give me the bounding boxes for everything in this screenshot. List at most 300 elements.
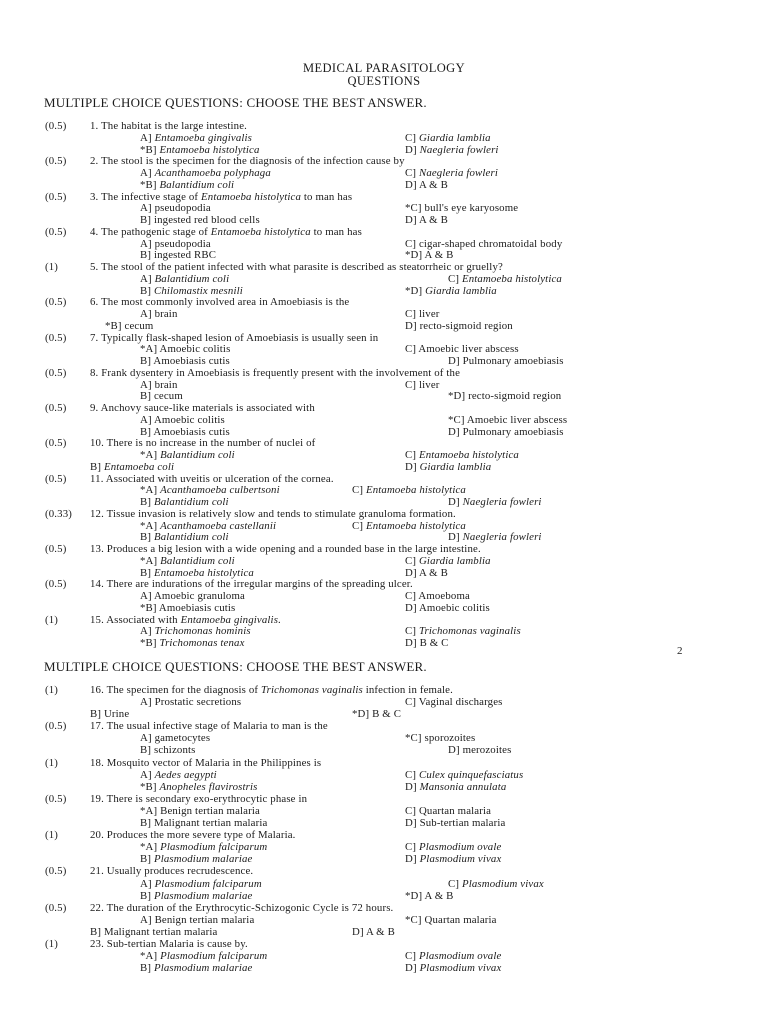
question: [0, 297, 768, 332]
option-label: B]: [140, 249, 152, 262]
option-label: A]: [140, 167, 152, 179]
question-text: 3. The infective stage of Entamoeba histolytica to man has: [90, 190, 353, 203]
option-text: Entamoeba histolytica: [461, 272, 562, 285]
correct-answer-marker-label: *D]: [352, 708, 370, 721]
section-2-questions: [0, 684, 768, 974]
option-label: D]: [405, 460, 417, 473]
option-text: Trichomonas tenax: [159, 637, 245, 649]
option-text: Entamoeba histolytica: [365, 519, 466, 532]
question-points: (0.5): [45, 225, 67, 238]
option-text: Urine: [103, 708, 130, 721]
option-a: [140, 950, 267, 962]
option-b: [140, 744, 196, 756]
option-d: [448, 427, 564, 439]
option-b: [140, 781, 257, 793]
question-text: 9. Anchovy sauce-like materials is associated with: [90, 402, 315, 414]
option-text: merozoites: [462, 744, 512, 757]
question: [0, 720, 768, 756]
option-text: Plasmodium ovale: [418, 950, 502, 963]
option-label: C]: [448, 272, 460, 285]
section-2-header: MULTIPLE CHOICE QUESTIONS: CHOOSE THE BEST ANSWER.: [44, 659, 427, 674]
question-points: (1): [45, 938, 59, 951]
title-line-1: MEDICAL PARASITOLOGY: [302, 61, 466, 75]
question-text: 6. The most commonly involved area in Amoebiasis is the: [90, 296, 350, 309]
option-text: Acanthamoeba polyphaga: [154, 167, 271, 179]
question-points: (1): [45, 684, 59, 696]
question-text: 7. Typically flask-shaped lesion of Amoebiasis is usually seen in: [90, 331, 379, 344]
option-label: A]: [140, 590, 152, 602]
option-label: C]: [405, 378, 417, 391]
option-label: A]: [140, 877, 152, 890]
question: [0, 403, 768, 438]
question-points: (0.5): [45, 296, 67, 309]
question-text: 23. Sub-tertian Malaria is cause by.: [90, 938, 248, 951]
option-text: ingested RBC: [153, 249, 217, 262]
option-text: Entamoeba histolytica: [159, 143, 260, 156]
option-label: A]: [140, 732, 152, 745]
option-a: [140, 878, 262, 890]
option-text: Trichomonas vaginalis: [418, 625, 521, 638]
option-label: B]: [140, 962, 152, 975]
option-d: [352, 926, 395, 938]
option-text: Benign tertian malaria: [154, 913, 255, 926]
option-a: [140, 914, 254, 926]
option-text: Naegleria fowleri: [419, 143, 499, 156]
option-d: [448, 391, 561, 403]
question-text: 18. Mosquito vector of Malaria in the Philippines is: [90, 756, 322, 769]
option-c: [405, 841, 501, 853]
option-text: Acanthamoeba culbertsoni: [160, 484, 280, 497]
option-text: Plasmodium ovale: [418, 841, 502, 854]
option-label: B]: [90, 460, 102, 473]
correct-answer-marker-label: *A]: [140, 484, 158, 497]
correct-answer-marker-label: *A]: [140, 950, 158, 963]
question-text: 4. The pathogenic stage of Entamoeba histolytica to man has: [90, 225, 362, 238]
question-points: (1): [45, 829, 59, 842]
question-points: (1): [45, 756, 59, 769]
option-text: Benign tertian malaria: [160, 804, 260, 817]
option-text: Sub-tertian malaria: [419, 817, 506, 830]
option-label: C]: [405, 625, 417, 638]
option-text: Entamoeba histolytica: [153, 566, 254, 579]
question: [0, 262, 768, 297]
section-1-header: MULTIPLE CHOICE QUESTIONS: CHOOSE THE BEST ANSWER.: [44, 95, 427, 110]
question: [0, 156, 768, 191]
option-d: [405, 781, 506, 793]
option-text: Quartan malaria: [424, 913, 497, 926]
question-points: (1): [45, 613, 59, 626]
correct-answer-marker-label: *A]: [140, 804, 158, 817]
question-text: 19. There is secondary exo-erythrocytic phase in: [90, 792, 308, 805]
correct-answer-marker-label: *D]: [405, 889, 423, 902]
option-c: [405, 950, 501, 962]
option-text: Amoebic colitis: [153, 413, 225, 426]
correct-answer-marker-label: *C]: [405, 202, 422, 215]
option-text: Entamoeba histolytica: [418, 449, 519, 461]
option-label: A]: [140, 131, 152, 144]
question-points: (0.5): [45, 402, 67, 414]
option-text: B & C: [372, 708, 402, 721]
option-text: Malignant tertian malaria: [153, 817, 268, 830]
option-c: [405, 769, 523, 781]
option-label: C]: [352, 484, 364, 497]
question-text: 12. Tissue invasion is relatively slow and tends to stimulate granuloma formation.: [90, 507, 456, 520]
option-text: Aedes aegypti: [154, 768, 217, 781]
option-label: C]: [405, 950, 417, 963]
question: [0, 368, 768, 403]
option-text: ingested red blood cells: [153, 214, 260, 226]
option-text: Plasmodium falciparum: [160, 841, 268, 854]
question-text: 10. There is no increase in the number of nuclei of: [90, 437, 316, 450]
option-b: [90, 708, 129, 720]
option-text: Plasmodium falciparum: [160, 950, 268, 963]
option-label: C]: [405, 696, 417, 709]
question-text: 1. The habitat is the large intestine.: [90, 120, 248, 132]
option-text: recto-sigmoid region: [419, 319, 513, 332]
option-c: [405, 380, 440, 392]
option-text: Pulmonary amoebiasis: [462, 425, 564, 438]
option-label: C]: [405, 343, 417, 356]
option-text: Naegleria fowleri: [418, 167, 498, 179]
question: [0, 227, 768, 262]
option-label: A]: [140, 308, 152, 320]
option-b: [140, 853, 253, 865]
question-points: (0.5): [45, 720, 67, 733]
question-text: 2. The stool is the specimen for the diagnosis of the infection cause by: [90, 155, 405, 168]
question-text: 21. Usually produces recrudescence.: [90, 865, 254, 878]
option-a: [140, 805, 260, 817]
option-text: Plasmodium vivax: [461, 877, 544, 890]
option-label: D]: [405, 637, 417, 649]
option-c: [405, 732, 475, 744]
option-text: pseudopodia: [154, 202, 211, 215]
option-label: A]: [140, 625, 152, 638]
option-c: [405, 696, 503, 708]
option-label: B]: [140, 214, 152, 226]
option-text: pseudopodia: [154, 237, 211, 250]
option-b: [90, 926, 217, 938]
option-text: liver: [418, 378, 440, 391]
option-b: [140, 962, 253, 974]
option-label: C]: [405, 167, 417, 179]
option-text: Amoebic colitis: [418, 601, 490, 614]
option-text: Pulmonary amoebiasis: [462, 355, 564, 367]
question-points: (0.5): [45, 190, 67, 203]
option-label: B]: [90, 925, 102, 938]
option-text: Plasmodium malariae: [153, 853, 253, 866]
option-label: A]: [140, 696, 152, 709]
option-text: schizonts: [153, 744, 196, 757]
option-d: [405, 321, 513, 333]
option-d: [405, 890, 453, 902]
option-label: D]: [405, 817, 417, 830]
option-d: [448, 744, 511, 756]
option-label: C]: [405, 131, 417, 144]
option-text: bull's eye karyosome: [424, 202, 519, 215]
option-label: C]: [405, 449, 417, 461]
question-text: 20. Produces the more severe type of Malaria.: [90, 829, 296, 842]
page-number: 2: [677, 645, 683, 657]
question-text: 14. There are indurations of the irregular margins of the spreading ulcer.: [90, 578, 413, 591]
option-b: [140, 638, 245, 650]
option-label: B]: [140, 531, 152, 544]
option-text: Balantidium coli: [153, 496, 229, 508]
question-points: (0.5): [45, 155, 67, 168]
option-text: Vaginal discharges: [418, 696, 503, 709]
option-label: A]: [140, 378, 152, 391]
question-points: (0.33): [45, 507, 72, 520]
option-d: [448, 497, 542, 509]
option-text: Giardia lamblia: [418, 131, 491, 144]
question-text: 8. Frank dysentery in Amoebiasis is frequently present with the involvement of the: [90, 366, 461, 379]
document-title: [0, 62, 768, 88]
option-d: [405, 853, 501, 865]
correct-answer-marker-label: *D]: [405, 284, 423, 297]
option-text: cecum: [153, 390, 183, 403]
option-text: Plasmodium malariae: [153, 962, 253, 975]
option-label: D]: [405, 601, 417, 614]
option-d: [405, 603, 490, 615]
option-text: cecum: [124, 319, 154, 332]
option-label: C]: [405, 308, 417, 320]
option-label: C]: [405, 554, 417, 567]
option-b: [140, 890, 253, 902]
question: [0, 579, 768, 614]
option-d: [405, 215, 448, 227]
option-label: D]: [405, 566, 417, 579]
correct-answer-marker-label: *B]: [140, 601, 157, 614]
option-text: brain: [154, 378, 178, 391]
option-text: recto-sigmoid region: [468, 390, 562, 403]
title-line-2: QUESTIONS: [347, 74, 421, 88]
option-text: Amoebiasis cutis: [153, 425, 230, 438]
question: [0, 865, 768, 901]
option-text: Naegleria fowleri: [462, 531, 542, 544]
option-b: [140, 817, 267, 829]
option-text: Balantidium coli: [154, 272, 230, 285]
question: [0, 757, 768, 793]
option-label: B]: [140, 566, 152, 579]
option-text: Amoebic liver abscess: [418, 343, 519, 356]
option-label: D]: [405, 319, 417, 332]
option-text: Plasmodium falciparum: [154, 877, 262, 890]
option-label: D]: [352, 925, 364, 938]
option-c: [405, 914, 497, 926]
option-text: Amoebic colitis: [159, 343, 231, 356]
option-text: liver: [418, 308, 440, 320]
option-label: B]: [140, 817, 152, 830]
option-text: Amoebiasis cutis: [153, 355, 230, 367]
option-text: Giardia lamblia: [418, 554, 491, 567]
question-points: (0.5): [45, 366, 67, 379]
option-text: gametocytes: [154, 732, 211, 745]
question: [0, 121, 768, 156]
option-label: B]: [140, 744, 152, 757]
option-text: Mansonia annulata: [419, 780, 507, 793]
option-text: Prostatic secretions: [154, 696, 242, 709]
option-d: [405, 817, 505, 829]
option-label: C]: [405, 841, 417, 854]
option-text: Chilomastix mesnili: [153, 284, 243, 297]
option-c: [448, 878, 544, 890]
option-text: sporozoites: [424, 732, 476, 745]
option-text: Entamoeba gingivalis: [154, 131, 253, 144]
option-label: B]: [140, 889, 152, 902]
option-label: B]: [140, 425, 152, 438]
question: [0, 938, 768, 974]
option-label: A]: [140, 237, 152, 250]
option-label: B]: [140, 284, 152, 297]
option-text: Culex quinquefasciatus: [418, 768, 524, 781]
option-d: [352, 708, 401, 720]
option-label: B]: [140, 853, 152, 866]
option-a: [140, 769, 217, 781]
correct-answer-marker-label: *B]: [140, 143, 157, 156]
option-text: Entamoeba coli: [103, 460, 175, 473]
option-label: D]: [405, 143, 417, 156]
option-d: [448, 356, 564, 368]
correct-answer-marker-label: *C]: [448, 413, 465, 426]
correct-answer-marker-label: *B]: [105, 319, 122, 332]
question-points: (0.5): [45, 865, 67, 878]
option-text: Quartan malaria: [418, 804, 492, 817]
question-points: (0.5): [45, 120, 67, 132]
option-label: B]: [90, 708, 102, 721]
question: [0, 902, 768, 938]
question: [0, 829, 768, 865]
option-text: Acanthamoeba castellanii: [160, 519, 277, 532]
question-points: (0.5): [45, 578, 67, 591]
question-points: (0.5): [45, 437, 67, 450]
question: [0, 509, 768, 544]
correct-answer-marker-label: *A]: [140, 519, 158, 532]
question: [0, 615, 768, 650]
option-text: B & C: [419, 637, 449, 649]
option-c: [405, 805, 491, 817]
option-label: A]: [140, 913, 152, 926]
option-d: [405, 286, 497, 298]
question-text: 22. The duration of the Erythrocytic-Schizogonic Cycle is 72 hours.: [90, 901, 394, 914]
option-label: A]: [140, 202, 152, 215]
correct-answer-marker-label: *B]: [140, 780, 157, 793]
question-points: (0.5): [45, 472, 67, 485]
option-label: D]: [448, 531, 460, 544]
question-points: (0.5): [45, 543, 67, 555]
correct-answer-marker-label: *A]: [140, 343, 158, 356]
option-label: B]: [140, 390, 152, 403]
option-text: Giardia lamblia: [419, 460, 492, 473]
option-label: D]: [448, 744, 460, 757]
correct-answer-marker-label: *A]: [140, 449, 158, 461]
option-text: Amoebic liver abscess: [466, 413, 568, 426]
question-points: (0.5): [45, 901, 67, 914]
question-text: 11. Associated with uveitis or ulceration of the cornea.: [90, 472, 334, 485]
option-text: A & B: [418, 214, 448, 226]
question: [0, 684, 768, 720]
option-label: D]: [405, 962, 417, 975]
question: [0, 474, 768, 509]
question-points: (0.5): [45, 331, 67, 344]
option-text: Amoebic granuloma: [153, 590, 245, 602]
option-text: Balantidium coli: [160, 554, 235, 567]
option-text: brain: [154, 308, 178, 320]
option-text: Plasmodium vivax: [419, 962, 502, 975]
option-a: [140, 732, 210, 744]
option-text: Plasmodium malariae: [153, 889, 253, 902]
option-label: D]: [448, 355, 460, 367]
option-text: Naegleria fowleri: [462, 496, 542, 508]
option-label: C]: [405, 768, 417, 781]
option-label: A]: [140, 768, 152, 781]
question-points: (1): [45, 261, 59, 273]
option-text: Plasmodium vivax: [419, 853, 502, 866]
correct-answer-marker-label: *D]: [405, 249, 423, 262]
option-label: C]: [405, 590, 417, 602]
option-label: C]: [405, 804, 417, 817]
option-label: D]: [405, 214, 417, 226]
option-text: A & B: [365, 925, 395, 938]
question-text: 16. The specimen for the diagnosis of Trichomonas vaginalis infection in female.: [90, 684, 453, 696]
option-text: Balantidium coli: [159, 178, 235, 191]
question-points: (0.5): [45, 792, 67, 805]
option-text: Malignant tertian malaria: [103, 925, 218, 938]
correct-answer-marker-label: *A]: [140, 554, 158, 567]
option-label: A]: [140, 272, 152, 285]
option-text: Balantidium coli: [160, 449, 235, 461]
option-label: D]: [448, 425, 460, 438]
correct-answer-marker-label: *B]: [140, 178, 157, 191]
option-label: D]: [448, 496, 460, 508]
option-label: B]: [140, 355, 152, 367]
option-text: cigar-shaped chromatoidal body: [418, 237, 563, 250]
option-d: [405, 180, 448, 192]
option-text: Balantidium coli: [153, 531, 229, 544]
section-1-questions: [0, 121, 768, 650]
option-label: D]: [405, 178, 417, 191]
option-text: A & B: [418, 566, 448, 579]
question: [0, 438, 768, 473]
question: [0, 333, 768, 368]
option-text: Amoebiasis cutis: [158, 601, 236, 614]
option-text: Entamoeba histolytica: [365, 484, 466, 497]
correct-answer-marker-label: *A]: [140, 841, 158, 854]
correct-answer-marker-label: *B]: [140, 637, 157, 649]
option-label: D]: [405, 780, 417, 793]
correct-answer-marker-label: *C]: [405, 732, 422, 745]
option-d: [405, 962, 501, 974]
option-text: Giardia lamblia: [425, 284, 497, 297]
option-label: C]: [405, 237, 417, 250]
question: [0, 544, 768, 579]
question-text: 13. Produces a big lesion with a wide opening and a rounded base in the large intestine.: [90, 543, 481, 555]
question-text: 17. The usual infective stage of Malaria to man is the: [90, 720, 328, 733]
option-d: [405, 638, 449, 650]
option-text: Trichomonas hominis: [154, 625, 251, 638]
option-label: B]: [140, 496, 152, 508]
option-label: C]: [448, 877, 460, 890]
option-text: A & B: [424, 249, 454, 262]
correct-answer-marker-label: *C]: [405, 913, 422, 926]
option-label: A]: [140, 413, 152, 426]
correct-answer-marker-label: *D]: [448, 390, 466, 403]
question: [0, 192, 768, 227]
option-text: A & B: [424, 889, 454, 902]
question-text: 5. The stool of the patient infected with what parasite is described as steatorrheic or gruelly?: [90, 261, 503, 273]
option-label: C]: [352, 519, 364, 532]
option-a: [140, 841, 267, 853]
option-d: [405, 145, 499, 157]
question: [0, 793, 768, 829]
